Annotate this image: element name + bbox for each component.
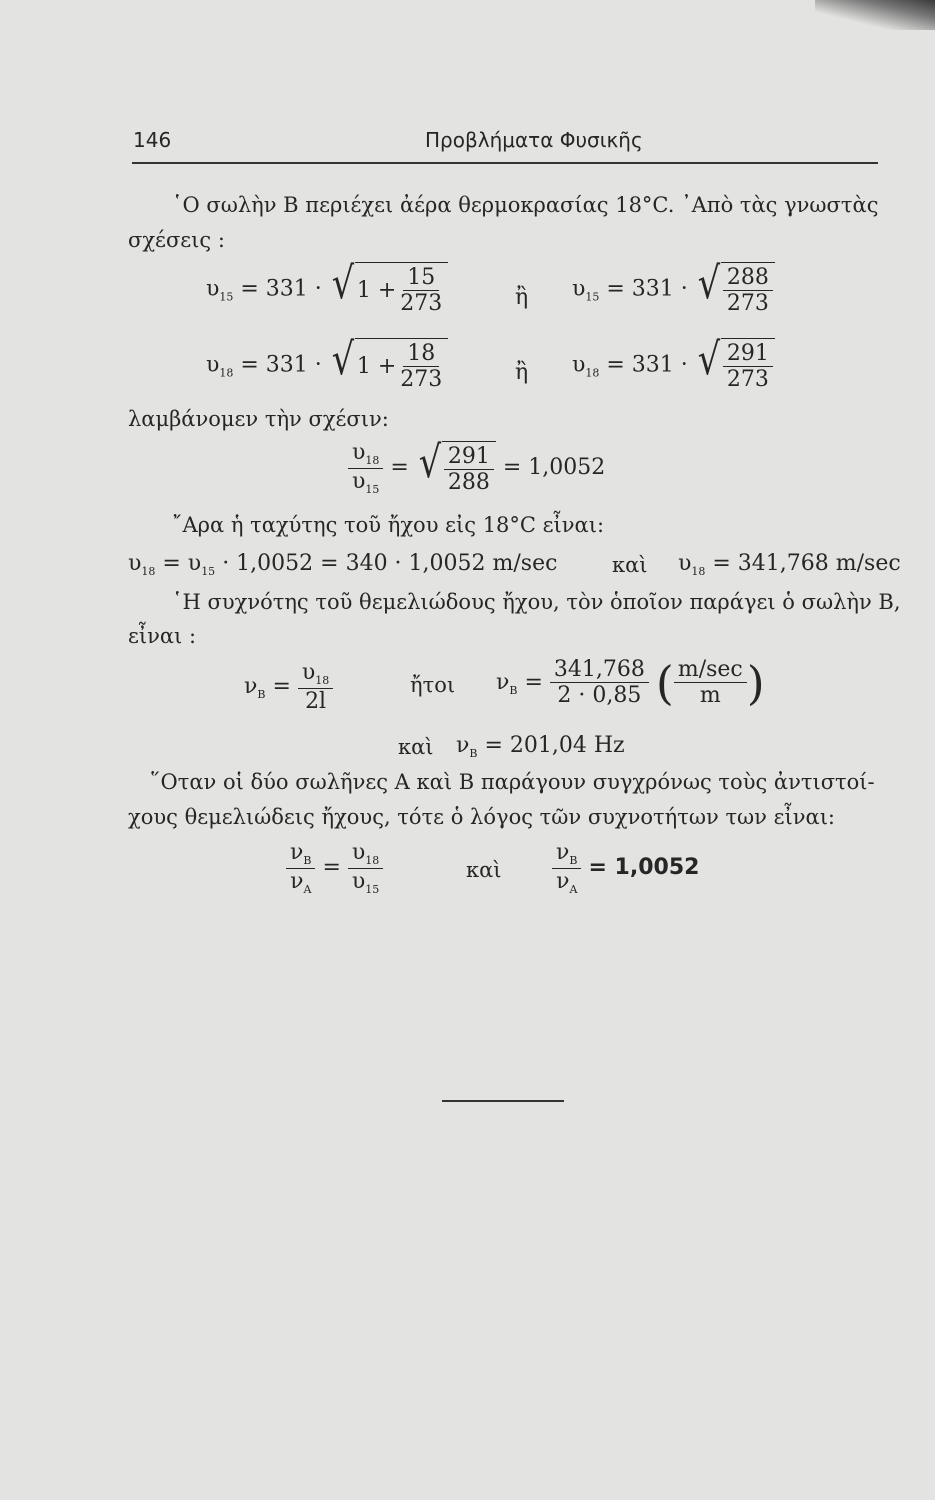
paragraph-line: ῾Ο σωλὴν Β περιέχει ἀέρα θερμοκρασίας 18°C. ᾿Απὸ τὰς γνωστὰς [172,193,879,217]
equation-v18: $\upsilon_{18} = 331$ · √ 1 + $\frac{18}{273}$ [206,338,448,393]
equation-frequency-formula: $\nu_B$ = $\frac{\upsilon_{18}}{2l}$ [244,660,333,714]
paragraph-line: λαμβάνομεν τὴν σχέσιν: [128,407,389,431]
section-end-rule [442,1100,564,1102]
equation-frequency-ratio: $\frac{\nu_B}{\nu_A}$ = $\frac{\upsilon_{18}}{\upsilon_{15}}$ [286,840,383,896]
equation-v15-alt: $\upsilon_{15} = 331$ · √ $\frac{288}{273}$ [572,262,775,317]
paragraph-line: εἶναι : [128,624,197,648]
or-word: ἢ [515,285,529,310]
running-title: Προβλήματα Φυσικῆς [425,128,643,152]
equation-ratio: $\frac{\upsilon_{18}}{\upsilon_{15}}$ = √ $\frac{291}{288}$ = 1,0052 [348,440,605,496]
equation-speed-result: $\upsilon_{18} = 341,768$ m/sec [678,551,901,578]
paragraph-line: χους θεμελιώδεις ἤχους, τότε ὁ λόγος τῶν συχνοτήτων των εἶναι: [128,805,835,829]
equation-frequency-ratio-result: $\frac{\nu_B}{\nu_A}$ = 1,0052 [552,840,699,896]
paragraph-line: ῎Αρα ἡ ταχύτης τοῦ ἤχου εἰς 18°C εἶναι: [172,513,605,537]
paragraph-line: σχέσεις : [128,228,225,252]
and-word: καὶ [612,553,648,577]
page-number: 146 [133,128,172,152]
that-is-word: ἤτοι [410,673,456,697]
scan-shadow [815,0,935,30]
equation-v15: $\upsilon_{15} = 331$ · √ 1 + $\frac{15}{273}$ [206,262,448,317]
and-word: καὶ [398,735,434,759]
paragraph-line: ῞Οταν οἱ δύο σωλῆνες Α καὶ Β παράγουν συγχρόνως τοὺς ἀντιστοί- [150,770,875,794]
equation-frequency-values: $\nu_B$ = $\frac{341,768}{2 \cdot 0,85}$ ( $\frac{m/\sec}{m}$ ) [496,655,765,710]
equation-v18-alt: $\upsilon_{18} = 331$ · √ $\frac{291}{273}$ [572,338,775,393]
equation-frequency-result: $\nu_B = 201,04$ Hz [456,733,625,760]
equation-speed: $\upsilon_{18} = \upsilon_{15} \cdot 1,0052 = 340 \cdot 1,0052$ m/sec [128,551,558,578]
paragraph-line: ῾Η συχνότης τοῦ θεμελιώδους ἤχου, τὸν ὁποῖον παράγει ὁ σωλὴν Β, [172,590,901,614]
or-word: ἢ [515,360,529,385]
and-word: καὶ [466,858,502,882]
header-rule [132,162,878,164]
